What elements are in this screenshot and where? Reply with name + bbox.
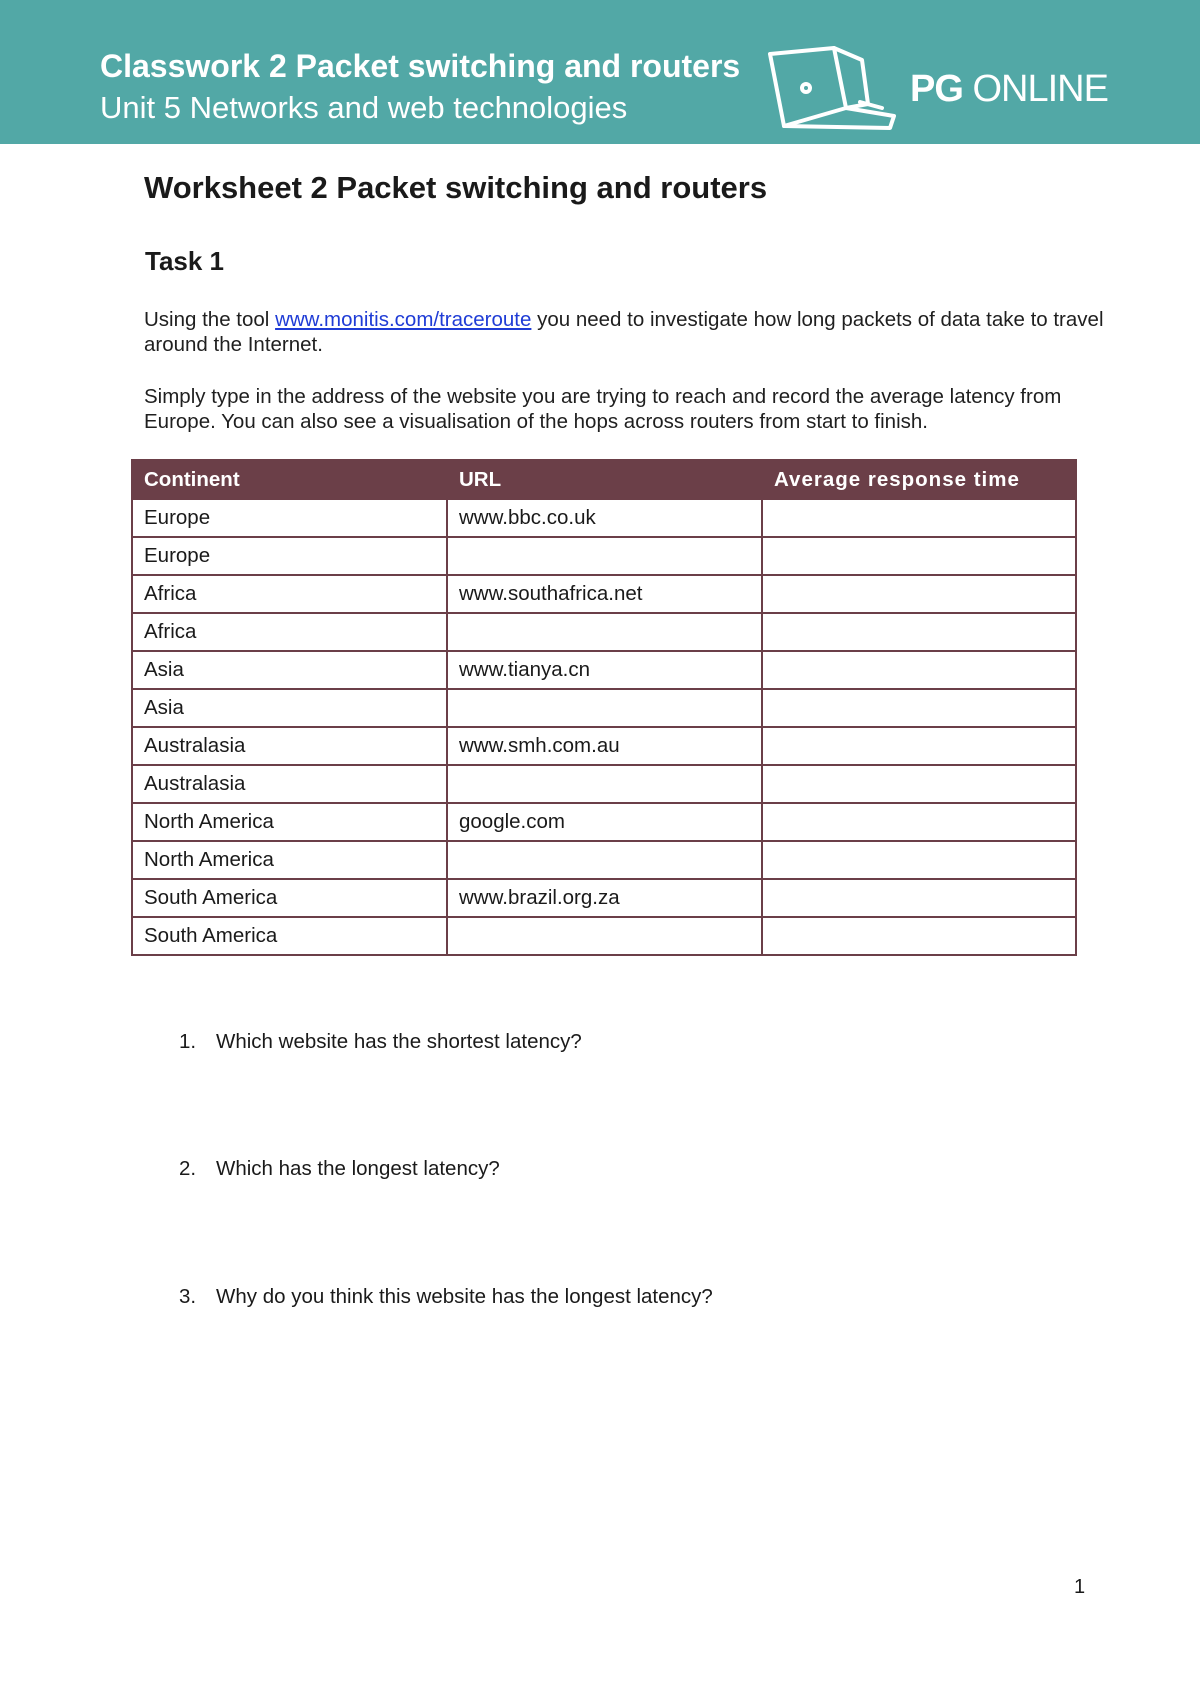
url-cell: www.southafrica.net [447, 575, 762, 613]
url-cell[interactable] [447, 765, 762, 803]
latency-table [131, 459, 1077, 956]
response-time-cell[interactable] [762, 575, 1076, 613]
continent-cell: North America [132, 841, 447, 879]
task-instructions: Simply type in the address of the website you are trying to reach and record the average latency from Europe. You can also see a visualisation of the hops across routers from start to finish. [144, 385, 1062, 433]
table-row [132, 537, 1076, 575]
logo-bold-text: PG [910, 68, 963, 110]
continent-cell: Asia [132, 651, 447, 689]
header-average-response-time: Average response time [762, 460, 1076, 499]
response-time-cell[interactable] [762, 651, 1076, 689]
header-continent: Continent [132, 460, 447, 499]
continent-cell: Africa [132, 575, 447, 613]
header-banner [0, 0, 1200, 144]
response-time-cell[interactable] [762, 727, 1076, 765]
response-time-cell[interactable] [762, 879, 1076, 917]
continent-cell: Europe [132, 499, 447, 537]
table-row [132, 917, 1076, 955]
page-number: 1 [1074, 1576, 1086, 1598]
pg-online-logo [910, 68, 1108, 111]
traceroute-link[interactable]: www.monitis.com/traceroute [275, 308, 532, 331]
continent-cell: North America [132, 803, 447, 841]
url-cell: www.smh.com.au [447, 727, 762, 765]
table-row [132, 879, 1076, 917]
table-row [132, 499, 1076, 537]
table-row [132, 841, 1076, 879]
task-heading: Task 1 [145, 246, 225, 276]
response-time-cell[interactable] [762, 689, 1076, 727]
table-row [132, 689, 1076, 727]
response-time-cell[interactable] [762, 613, 1076, 651]
continent-cell: Australasia [132, 727, 447, 765]
url-cell: www.brazil.org.za [447, 879, 762, 917]
url-cell[interactable] [447, 613, 762, 651]
question-text: Which has the longest latency? [216, 1157, 500, 1180]
table-row [132, 651, 1076, 689]
continent-cell: Asia [132, 689, 447, 727]
url-cell[interactable] [447, 537, 762, 575]
table-row [132, 613, 1076, 651]
url-cell[interactable] [447, 689, 762, 727]
question-text: Which website has the shortest latency? [216, 1030, 582, 1053]
question-number: 1. [179, 1030, 197, 1053]
continent-cell: Europe [132, 537, 447, 575]
continent-cell: South America [132, 917, 447, 955]
response-time-cell[interactable] [762, 765, 1076, 803]
question-text: Why do you think this website has the longest latency? [216, 1285, 713, 1308]
url-cell[interactable] [447, 841, 762, 879]
response-time-cell[interactable] [762, 917, 1076, 955]
table-header-row [132, 460, 1076, 499]
url-cell: www.bbc.co.uk [447, 499, 762, 537]
table-row [132, 765, 1076, 803]
intro-after-link: you need to investigate how long packets of data take to travel around the Internet. [144, 308, 1104, 356]
classwork-title: Classwork 2 Packet switching and routers [100, 48, 741, 84]
response-time-cell[interactable] [762, 537, 1076, 575]
url-cell: google.com [447, 803, 762, 841]
response-time-cell[interactable] [762, 499, 1076, 537]
worksheet-title: Worksheet 2 Packet switching and routers [144, 170, 768, 205]
continent-cell: Africa [132, 613, 447, 651]
header-url: URL [447, 460, 762, 499]
table-row [132, 727, 1076, 765]
laptop-icon [764, 46, 902, 136]
continent-cell: South America [132, 879, 447, 917]
url-cell: www.tianya.cn [447, 651, 762, 689]
task-intro [144, 307, 1104, 357]
response-time-cell[interactable] [762, 803, 1076, 841]
question-number: 3. [179, 1285, 197, 1308]
response-time-cell[interactable] [762, 841, 1076, 879]
url-cell[interactable] [447, 917, 762, 955]
logo-text: ONLINE [972, 68, 1108, 110]
question-number: 2. [179, 1157, 197, 1180]
table-row [132, 803, 1076, 841]
unit-subtitle: Unit 5 Networks and web technologies [100, 90, 628, 125]
table-row [132, 575, 1076, 613]
continent-cell: Australasia [132, 765, 447, 803]
intro-before-link: Using the tool [144, 308, 276, 331]
